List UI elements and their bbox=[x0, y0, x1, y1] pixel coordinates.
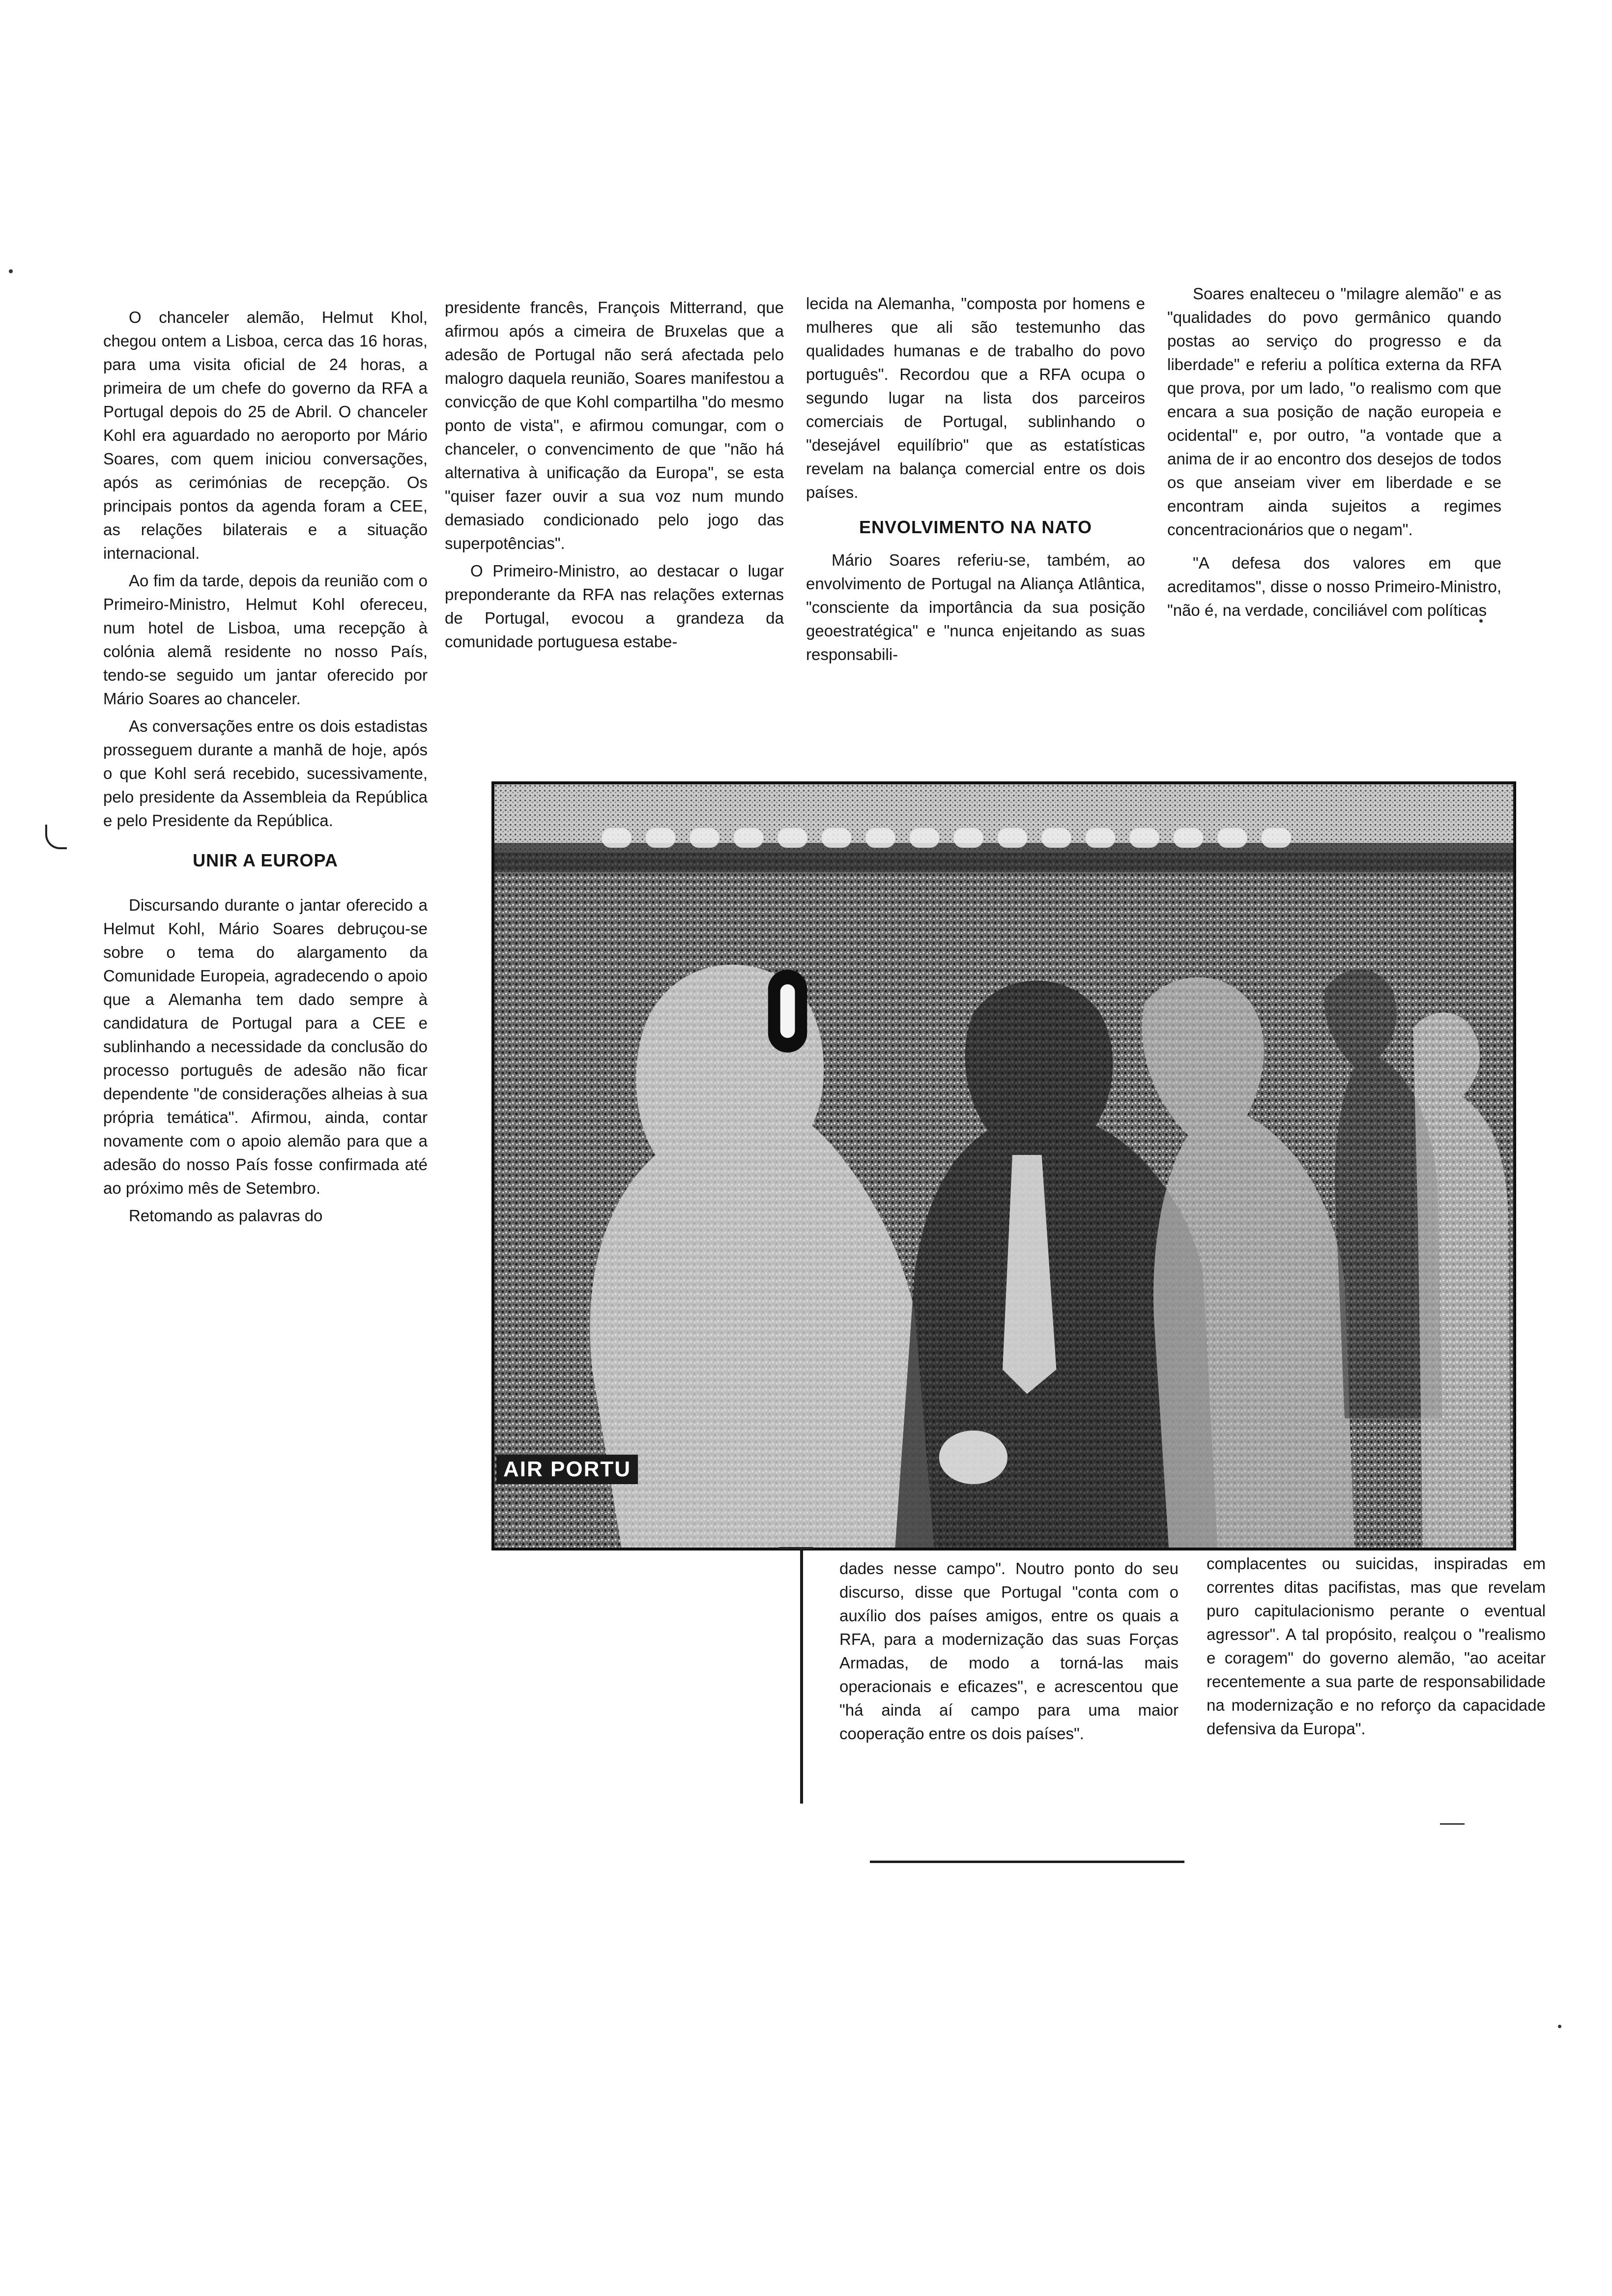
scan-speck bbox=[1479, 619, 1483, 623]
article-column-6 bbox=[1207, 1552, 1546, 1741]
paragraph: As conversações entre os dois estadistas prosseguem durante a manhã de hoje, após o que Kohl será recebido, sucessivamente, pelo presidente da Assembleia da República e pelo Presidente da República. bbox=[103, 717, 428, 830]
paragraph: dades nesse campo". Noutro ponto do seu discurso, disse que Portugal "conta com o auxílio dos países amigos, entre os quais a RFA, para a modernização das suas Forças Armadas, de modo a torná-las mais operacionais e eficazes", e acrescentou que "há ainda aí campo para uma maior cooperação entre os dois países". bbox=[839, 1559, 1179, 1743]
airport-sign: AIR PORTU bbox=[496, 1455, 638, 1484]
photo-halftone bbox=[494, 784, 1513, 1548]
paragraph: "A defesa dos valores em que acreditamos", disse o nosso Primeiro-Ministro, "não é, na verdade, conciliável com políticas bbox=[1167, 554, 1501, 619]
paragraph: presidente francês, François Mitterrand, que afirmou após a cimeira de Bruxelas que a adesão de Portugal não será afectada pelo malogro daquela reunião, Soares manifestou a convicção de que Kohl compartilha "do mesmo ponto de vista", e afirmou comungar, com o chanceler, o convencimento de que "não há alternativa à unificação da Europa", se esta "quiser fazer ouvir a sua voz num mundo demasiado condicionado pelo jogo das superpotências". bbox=[445, 298, 784, 552]
paragraph: O chanceler alemão, Helmut Khol, chegou ontem a Lisboa, cerca das 16 horas, para uma visita oficial de 24 horas, a primeira de um chefe do governo da RFA a Portugal depois do 25 de Abril. O chanceler Kohl era aguardado no aeroporto por Mário Soares, com quem iniciou conversações, após as cerimónias de recepção. Os principais pontos da agenda foram a CEE, as relações bilaterais e a situação internacional. bbox=[103, 308, 428, 562]
paragraph: Discursando durante o jantar oferecido a Helmut Kohl, Mário Soares debruçou-se sobre o tema do alargamento da Comunidade Europeia, agradecendo o apoio que a Alemanha tem dado sempre à candidatura de Portugal para a CEE e sublinhando a necessidade da conclusão do processo português de adesão não ficar dependente "de considerações alheias à sua própria temática". Afirmou, ainda, contar novamente com o apoio alemão para que a adesão do nosso País fosse confirmada até ao próximo mês de Setembro. bbox=[103, 896, 428, 1197]
section-heading: ENVOLVIMENTO NA NATO bbox=[859, 517, 1093, 537]
article-column-5 bbox=[839, 1557, 1179, 1746]
margin-mark bbox=[45, 825, 67, 849]
article-column-4 bbox=[1167, 282, 1501, 622]
article-column-2 bbox=[445, 296, 784, 654]
paragraph: Retomando as palavras do bbox=[129, 1206, 323, 1225]
scan-speck bbox=[1558, 2025, 1561, 2028]
divider-line bbox=[1440, 1823, 1465, 1825]
divider-line bbox=[870, 1861, 1184, 1863]
article-column-3 bbox=[806, 292, 1145, 666]
column-rule bbox=[800, 1548, 803, 1804]
paragraph: O Primeiro-Ministro, ao destacar o lugar preponderante da RFA nas relações externas de Portugal, evocou a grandeza da comunidade portuguesa estabe- bbox=[445, 562, 784, 651]
divider-line bbox=[779, 1547, 813, 1549]
scan-speck bbox=[496, 923, 499, 926]
scan-speck bbox=[9, 269, 13, 273]
paragraph: Ao fim da tarde, depois da reunião com o Primeiro-Ministro, Helmut Kohl ofereceu, num hotel de Lisboa, uma recepção à colónia alemã residente no nosso País, tendo-se seguido um jantar oferecido por Mário Soares ao chanceler. bbox=[103, 572, 428, 708]
article-column-1 bbox=[103, 306, 428, 1228]
section-heading: UNIR A EUROPA bbox=[193, 850, 338, 870]
news-photo bbox=[491, 781, 1516, 1550]
paragraph: lecida na Alemanha, "composta por homens e mulheres que ali são testemunho das qualidades humanas e de trabalho do povo português". Recordou que a RFA ocupa o segundo lugar na lista dos parceiros comerciais de Portugal, sublinhando o "desejável equilíbrio" que as estatísticas revelam na balança comercial entre os dois países. bbox=[806, 294, 1145, 501]
paragraph: Soares enalteceu o "milagre alemão" e as "qualidades do povo germânico quando postas ao serviço do progresso e da liberdade" e referiu a política externa da RFA que prova, por um lado, "o realismo com que encara a sua posição de nação europeia e ocidental" e, por outro, "a vontade que a anima de ir ao encontro dos desejos de todos os que anseiam viver em liberdade e se encontram ainda sujeitos a regimes concentracionários que o negam". bbox=[1167, 285, 1501, 539]
paragraph: complacentes ou suicidas, inspiradas em correntes ditas pacifistas, mas que revelam puro capitulacionismo perante o eventual agressor". A tal propósito, realçou o "realismo e coragem" do governo alemão, "ao aceitar recentemente a sua parte de responsabilidade na modernização e no reforço da capacidade defensiva da Europa". bbox=[1207, 1554, 1546, 1738]
paragraph: Mário Soares referiu-se, também, ao envolvimento de Portugal na Aliança Atlântica, "consciente da importância da sua posição geoestratégica" e "nunca enjeitando as suas responsabili- bbox=[806, 551, 1145, 663]
